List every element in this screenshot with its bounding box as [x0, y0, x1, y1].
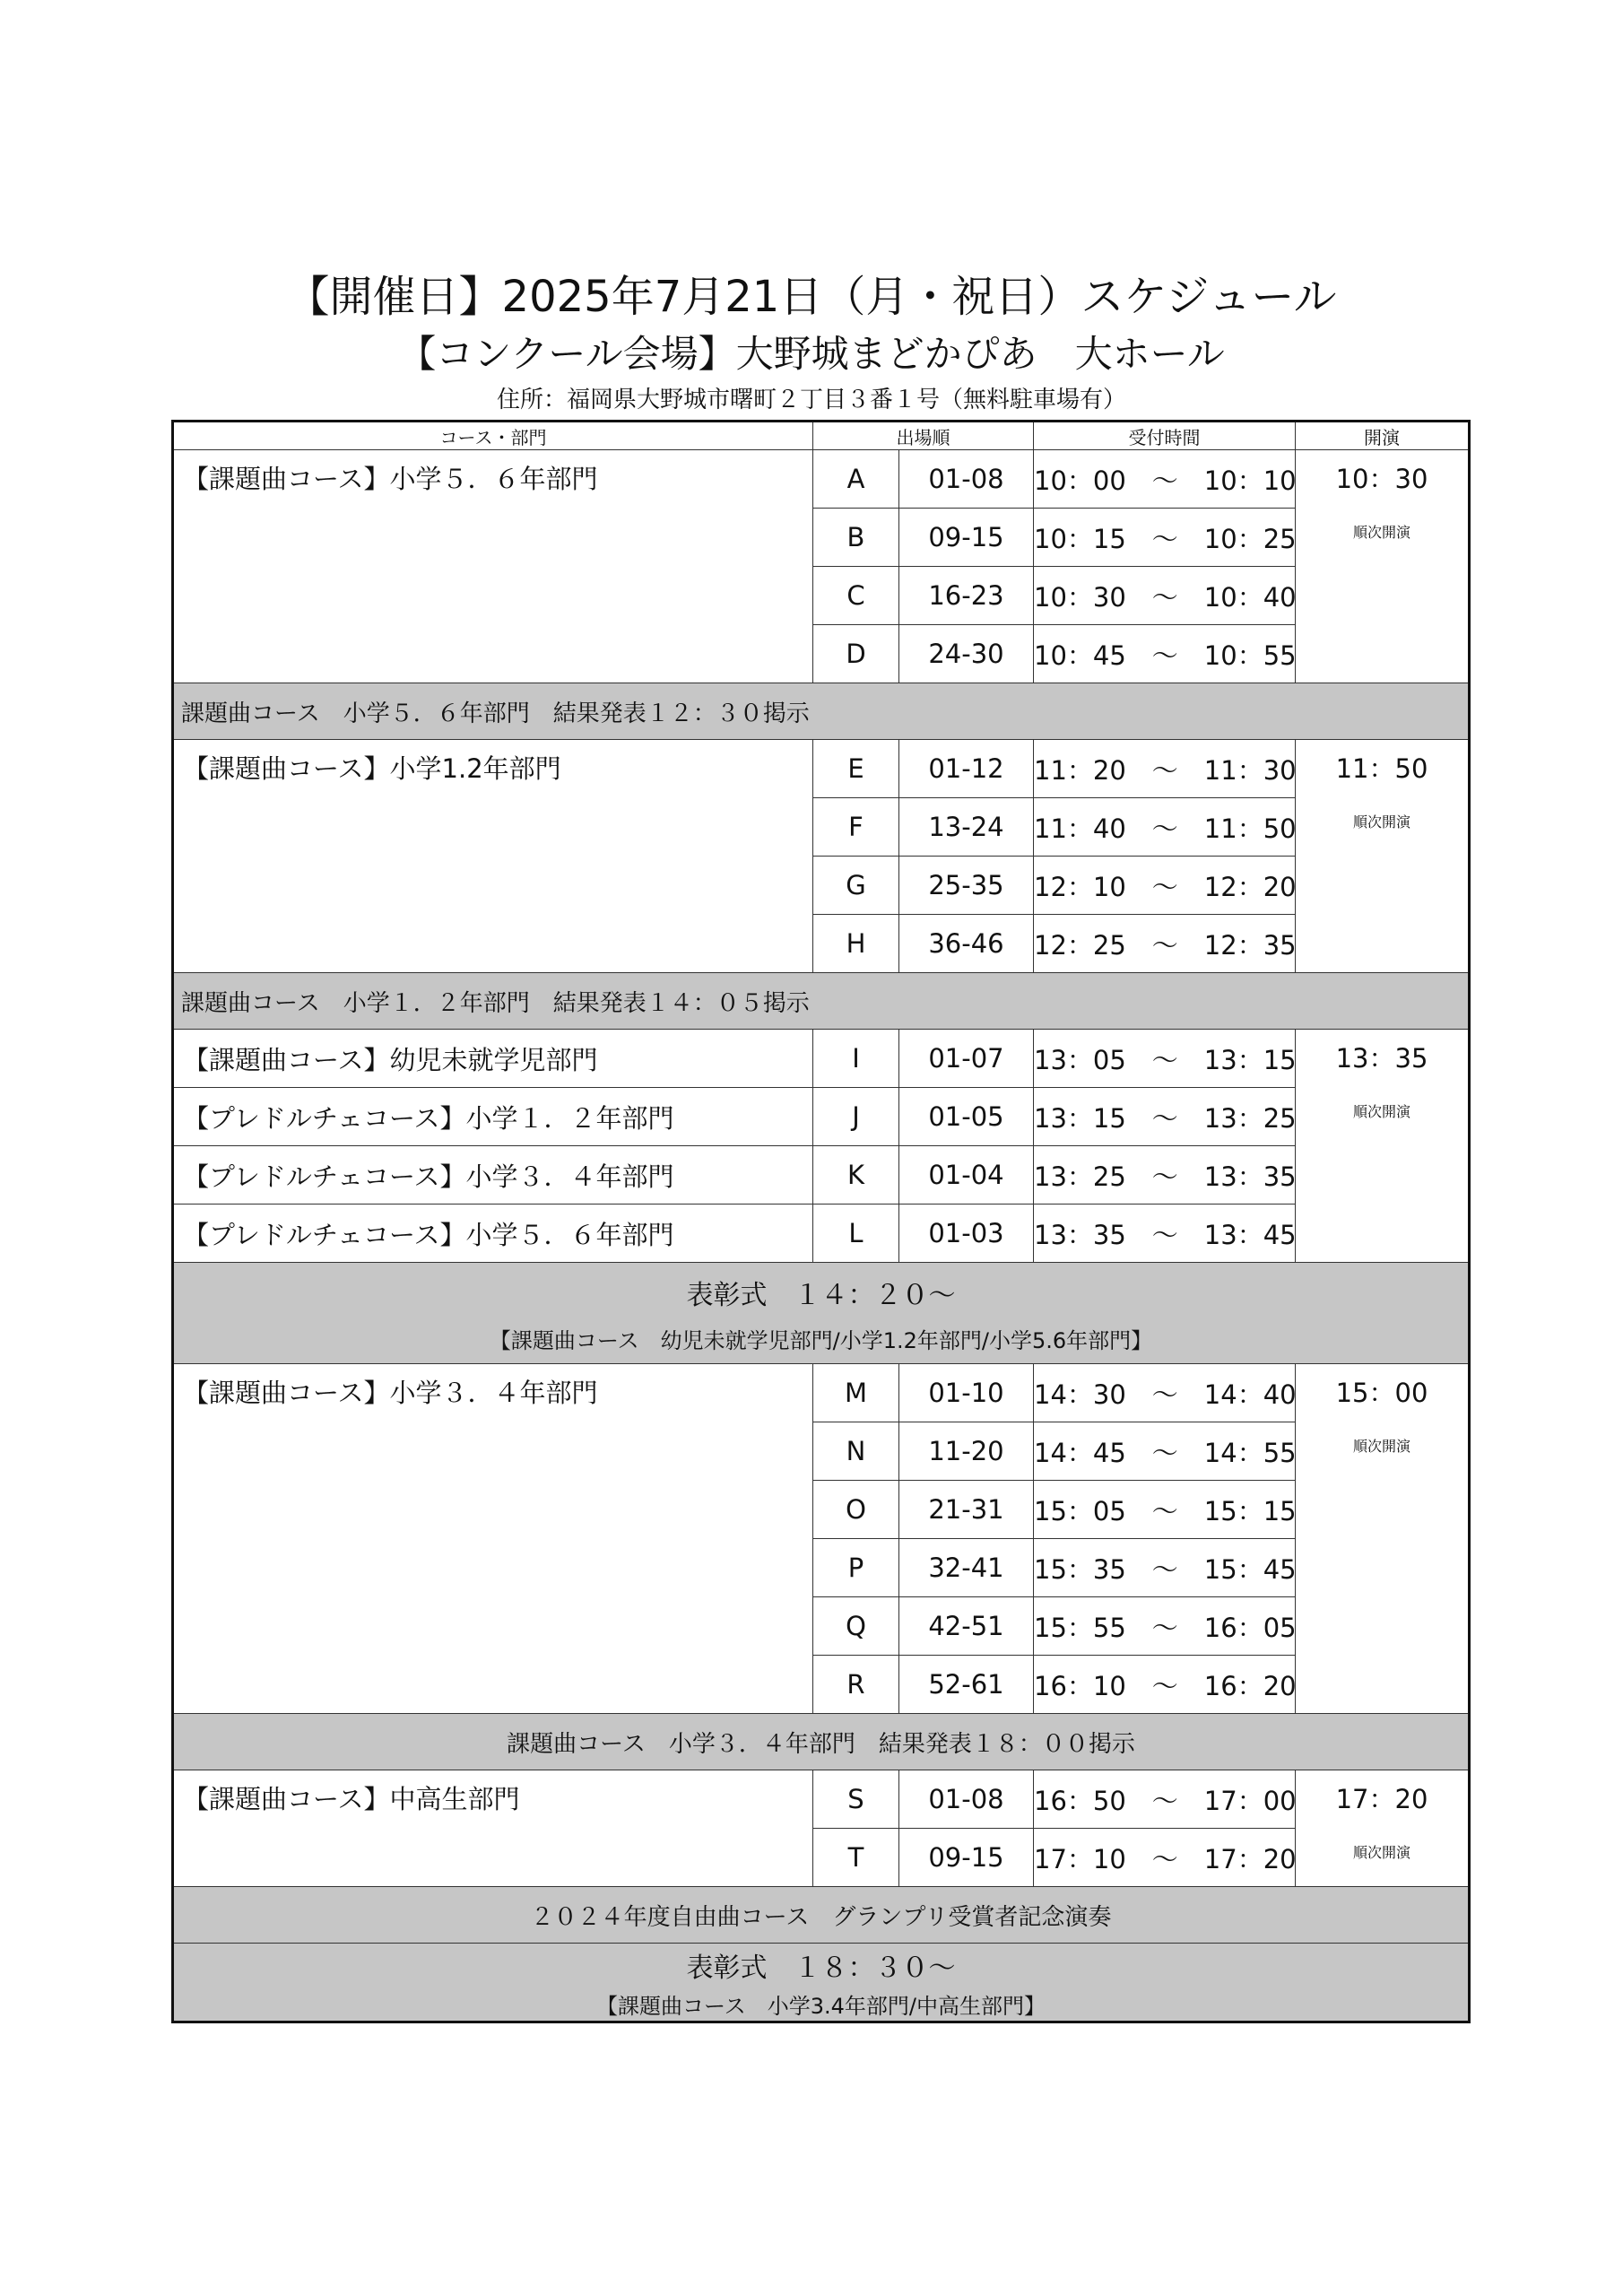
entry-numbers: 16-23	[899, 567, 1034, 625]
course-cell: 【課題曲コース】中高生部門	[173, 1770, 813, 1887]
start-cell	[1296, 1030, 1470, 1263]
entry-numbers: 01-08	[899, 1770, 1034, 1829]
table-row	[173, 1030, 1470, 1088]
reception-time: 15：55 ～ 16：05	[1034, 1597, 1296, 1656]
final-ceremony-time: 表彰式 １８：３０～	[686, 1952, 956, 1984]
order-letter: O	[813, 1481, 899, 1539]
entry-numbers: 01-04	[899, 1146, 1034, 1205]
column-header-order: 出場順	[813, 422, 1034, 450]
page-title: 【開催日】2025年7月21日（月・祝日）スケジュール	[286, 272, 1337, 322]
reception-time: 10：45 ～ 10：55	[1034, 625, 1296, 683]
reception-time: 13：05 ～ 13：15	[1034, 1030, 1296, 1088]
ceremony-time: 表彰式 １４：２０～	[686, 1279, 956, 1311]
entry-numbers: 01-03	[899, 1205, 1034, 1263]
table-row	[173, 1088, 1470, 1146]
start-note: 順次開演	[1352, 1438, 1410, 1455]
entry-numbers: 21-31	[899, 1481, 1034, 1539]
reception-time: 14：30 ～ 14：40	[1034, 1364, 1296, 1422]
entry-numbers: 42-51	[899, 1597, 1034, 1656]
course-cell: 【プレドルチェコース】小学１．２年部門	[173, 1088, 813, 1146]
course-cell: 【プレドルチェコース】小学５．６年部門	[173, 1205, 813, 1263]
start-cell	[1296, 450, 1470, 683]
venue-title: 【コンクール会場】大野城まどかぴあ 大ホール	[398, 332, 1225, 376]
reception-time: 11：20 ～ 11：30	[1034, 740, 1296, 798]
final-ceremony-band	[173, 1944, 1470, 2022]
entry-numbers: 24-30	[899, 625, 1034, 683]
grandprix-band	[173, 1887, 1470, 1944]
reception-time: 11：40 ～ 11：50	[1034, 798, 1296, 857]
entry-numbers: 01-07	[899, 1030, 1034, 1088]
entry-numbers: 13-24	[899, 798, 1034, 857]
final-ceremony-cell	[173, 1944, 1470, 2022]
order-letter: C	[813, 567, 899, 625]
reception-time: 12：25 ～ 12：35	[1034, 915, 1296, 973]
order-letter: H	[813, 915, 899, 973]
table-row	[173, 740, 1470, 798]
entry-numbers: 01-08	[899, 450, 1034, 509]
entry-numbers: 09-15	[899, 509, 1034, 567]
course-cell: 【課題曲コース】小学３．４年部門	[173, 1364, 813, 1714]
order-letter: I	[813, 1030, 899, 1088]
reception-time: 13：35 ～ 13：45	[1034, 1205, 1296, 1263]
result-band	[173, 973, 1470, 1030]
reception-time: 15：35 ～ 15：45	[1034, 1539, 1296, 1597]
ceremony-divisions: 【課題曲コース 幼児未就学児部門/小学1.2年部門/小学5.6年部門】	[489, 1327, 1153, 1353]
order-letter: B	[813, 509, 899, 567]
result-band	[173, 683, 1470, 740]
column-header-course: コース・部門	[173, 422, 813, 450]
reception-time: 14：45 ～ 14：55	[1034, 1422, 1296, 1481]
course-cell: 【課題曲コース】幼児未就学児部門	[173, 1030, 813, 1088]
course-cell: 【プレドルチェコース】小学３．４年部門	[173, 1146, 813, 1205]
entry-numbers: 09-15	[899, 1829, 1034, 1887]
order-letter: F	[813, 798, 899, 857]
table-row	[173, 1205, 1470, 1263]
reception-time: 10：30 ～ 10：40	[1034, 567, 1296, 625]
order-letter: A	[813, 450, 899, 509]
reception-time: 16：10 ～ 16：20	[1034, 1656, 1296, 1714]
table-row	[173, 1770, 1470, 1829]
reception-time: 10：15 ～ 10：25	[1034, 509, 1296, 567]
result-announcement: 課題曲コース 小学５．６年部門 結果発表１２：３０掲示	[173, 683, 1470, 740]
order-letter: Q	[813, 1597, 899, 1656]
order-letter: R	[813, 1656, 899, 1714]
column-header-reception: 受付時間	[1034, 422, 1296, 450]
order-letter: E	[813, 740, 899, 798]
table-row	[173, 1146, 1470, 1205]
order-letter: N	[813, 1422, 899, 1481]
start-cell	[1296, 1364, 1470, 1714]
reception-time: 10：00 ～ 10：10	[1034, 450, 1296, 509]
course-cell: 【課題曲コース】小学1.2年部門	[173, 740, 813, 973]
start-cell	[1296, 740, 1470, 973]
entry-numbers: 32-41	[899, 1539, 1034, 1597]
order-letter: M	[813, 1364, 899, 1422]
start-cell	[1296, 1770, 1470, 1887]
entry-numbers: 01-12	[899, 740, 1034, 798]
grandprix-performance: ２０２４年度自由曲コース グランプリ受賞者記念演奏	[173, 1887, 1470, 1944]
start-note: 順次開演	[1352, 1844, 1410, 1861]
order-letter: J	[813, 1088, 899, 1146]
start-note: 順次開演	[1352, 1103, 1410, 1120]
order-letter: T	[813, 1829, 899, 1887]
reception-time: 13：25 ～ 13：35	[1034, 1146, 1296, 1205]
start-time: 11：50	[1335, 753, 1428, 784]
table-row	[173, 1364, 1470, 1422]
start-note: 順次開演	[1352, 524, 1410, 541]
column-header-start: 開演	[1296, 422, 1470, 450]
order-letter: K	[813, 1146, 899, 1205]
reception-time: 16：50 ～ 17：00	[1034, 1770, 1296, 1829]
ceremony-cell	[173, 1263, 1470, 1364]
reception-time: 17：10 ～ 17：20	[1034, 1829, 1296, 1887]
result-band	[173, 1714, 1470, 1770]
order-letter: D	[813, 625, 899, 683]
order-letter: L	[813, 1205, 899, 1263]
entry-numbers: 01-05	[899, 1088, 1034, 1146]
start-note: 順次開演	[1352, 813, 1410, 831]
entry-numbers: 36-46	[899, 915, 1034, 973]
order-letter: S	[813, 1770, 899, 1829]
start-time: 13：35	[1335, 1043, 1428, 1074]
table-header-row	[173, 422, 1470, 450]
ceremony-band	[173, 1263, 1470, 1364]
result-announcement: 課題曲コース 小学１．２年部門 結果発表１４：０５掲示	[173, 973, 1470, 1030]
result-announcement: 課題曲コース 小学３．４年部門 結果発表１８：００掲示	[173, 1714, 1470, 1770]
start-time: 17：20	[1335, 1784, 1428, 1814]
schedule-table	[171, 420, 1471, 2023]
reception-time: 13：15 ～ 13：25	[1034, 1088, 1296, 1146]
entry-numbers: 25-35	[899, 857, 1034, 915]
address-line: 住所：福岡県大野城市曙町２丁目３番１号（無料駐車場有）	[496, 387, 1126, 413]
entry-numbers: 11-20	[899, 1422, 1034, 1481]
order-letter: P	[813, 1539, 899, 1597]
table-row	[173, 450, 1470, 509]
entry-numbers: 01-10	[899, 1364, 1034, 1422]
start-time: 10：30	[1335, 464, 1428, 494]
entry-numbers: 52-61	[899, 1656, 1034, 1714]
final-ceremony-divisions: 【課題曲コース 小学3.4年部門/中高生部門】	[595, 1993, 1046, 2019]
course-cell: 【課題曲コース】小学５．６年部門	[173, 450, 813, 683]
reception-time: 15：05 ～ 15：15	[1034, 1481, 1296, 1539]
order-letter: G	[813, 857, 899, 915]
reception-time: 12：10 ～ 12：20	[1034, 857, 1296, 915]
start-time: 15：00	[1335, 1378, 1428, 1408]
